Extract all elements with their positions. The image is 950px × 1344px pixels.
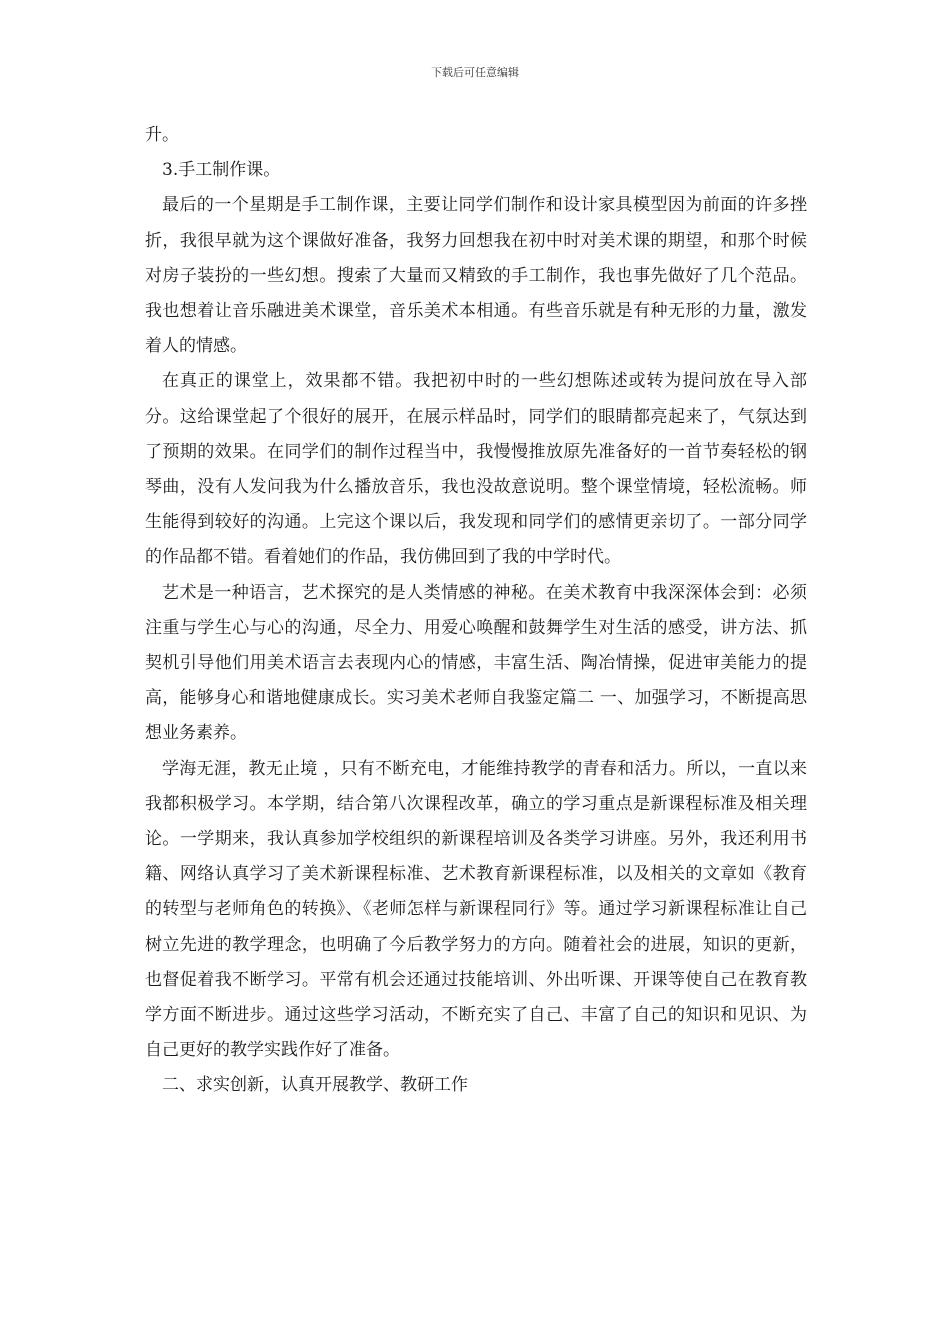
document-body bbox=[145, 118, 807, 1104]
paragraph-7-heading: 二、求实创新，认真开展教学、教研工作 bbox=[162, 1075, 468, 1096]
paragraph-6: 学海无涯，教无止境 ，只有不断充电，才能维持教学的青春和活力。所以，一直以来我都积极学习。本学期，结合第八次课程改革，确立的学习重点是新课程标准及相关理论。一学期来，我认真参加学校组织的新课程培训及各类学习讲座。另外，我还利用书籍、网络认真学习了美术新课程标准、艺术教育新课程标准，以及相关的文章如《教育的转型与老师角色的转换》、《老师怎样与新课程同行》等。通过学习新课程标准让自己树立先进的教学理念，也明确了今后教学努力的方向。随着社会的进展，知识的更新，也督促着我不断学习。平常有机会还通过技能培训、外出听课、开课等使自己在教育教学方面不断进步。通过这些学习活动，不断充实了自己、丰富了自己的知识和见识、为自己更好的教学实践作好了准备。 bbox=[145, 758, 807, 1061]
paragraph-4: 在真正的课堂上，效果都不错。我把初中时的一些幻想陈述或转为提问放在导入部分。这给课堂起了个很好的展开，在展示样品时，同学们的眼睛都亮起来了，气氛达到了预期的效果。在同学们的制作过程当中，我慢慢推放原先准备好的一首节奏轻松的钢琴曲，没有人发问我为什么播放音乐，我也没故意说明。整个课堂情境，轻松流畅。师生能得到较好的沟通。上完这个课以后，我发现和同学们的感情更亲切了。一部分同学的作品都不错。看着她们的作品，我仿佛回到了我的中学时代。 bbox=[145, 371, 807, 568]
paragraph-2-heading: 3.手工制作课。 bbox=[162, 160, 281, 181]
paragraph-1: 升。 bbox=[145, 125, 179, 145]
paragraph-5: 艺术是一种语言，艺术探究的是人类情感的神秘。在美术教育中我深深体会到：必须注重与学生心与心的沟通，尽全力、用爱心唤醒和鼓舞学生对生活的感受，讲方法、抓契机引导他们用美术语言去表现内心的情感，丰富生活、陶冶情操，促进审美能力的提高，能够身心和谐地健康成长。实习美术老师自我鉴定篇二 一、加强学习，不断提高思想业务素养。 bbox=[145, 582, 807, 744]
paragraph-3: 最后的一个星期是手工制作课，主要让同学们制作和设计家具模型因为前面的许多挫折，我很早就为这个课做好准备，我努力回想我在初中时对美术课的期望，和那个时候对房子装扮的一些幻想。搜索了大量而又精致的手工制作，我也事先做好了几个范品。我也想着让音乐融进美术课堂，音乐美术本相通。有些音乐就是有种无形的力量，激发着人的情感。 bbox=[145, 195, 807, 357]
page-header: 下载后可任意编辑 bbox=[431, 66, 519, 79]
